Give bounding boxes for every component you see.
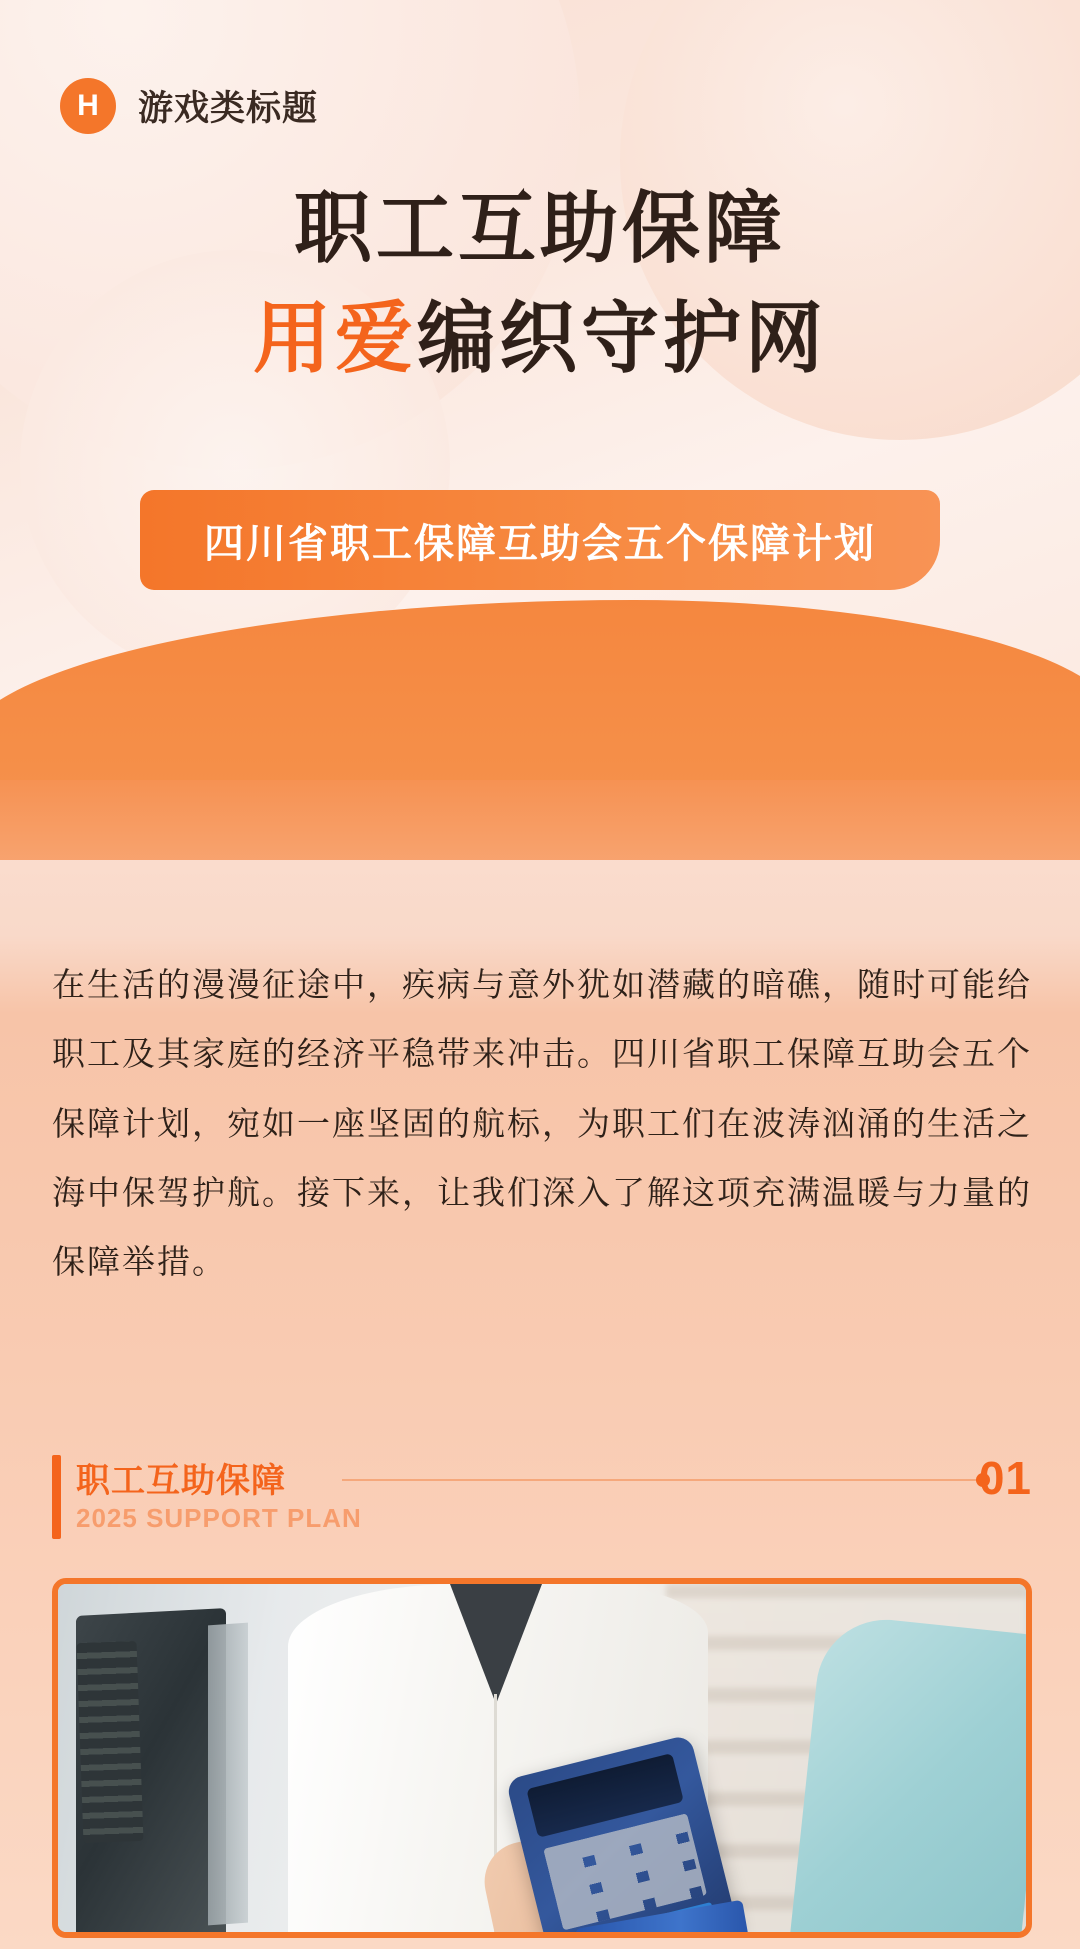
brand-name: 游戏类标题: [138, 89, 319, 128]
subtitle-text: 四川省职工保障互助会五个保障计划: [204, 521, 876, 566]
photo-monitor-edge: [208, 1623, 248, 1926]
photo-background: [58, 1584, 1026, 1932]
section-divider-line: [342, 1479, 982, 1481]
page-title: [0, 180, 1080, 387]
section-title-cn: 职工互助保障: [76, 1462, 286, 1500]
section-header: [52, 1452, 1032, 1545]
brand-logo-row: [60, 78, 318, 134]
subtitle-banner: [140, 490, 940, 590]
headline-highlight: 用爱: [252, 293, 417, 382]
section-title-en: 2025 SUPPORT PLAN: [76, 1503, 362, 1533]
headline-line-1: 职工互助保障: [293, 184, 786, 272]
section-photo: [52, 1578, 1032, 1938]
logo-badge-icon: H: [60, 78, 116, 134]
section-number: 01: [978, 1452, 1032, 1504]
orange-gradient-fade: [0, 780, 1080, 860]
headline-rest: 编织守护网: [417, 293, 828, 382]
photo-keyboard: [77, 1641, 144, 1843]
photo-customer-sleeve: [789, 1613, 1032, 1938]
section-accent-bar: [52, 1455, 61, 1539]
headline-line-2: [0, 290, 1080, 388]
photo-collar: [450, 1584, 542, 1704]
intro-paragraph: 在生活的漫漫征途中，疾病与意外犹如潜藏的暗礁，随时可能给职工及其家庭的经济平稳带来冲击。四川省职工保障互助会五个保障计划，宛如一座坚固的航标，为职工们在波涛汹涌的生活之海中保驾护航。接下来，让我们深入了解这项充满温暖与力量的保障举措。: [52, 966, 1032, 1281]
